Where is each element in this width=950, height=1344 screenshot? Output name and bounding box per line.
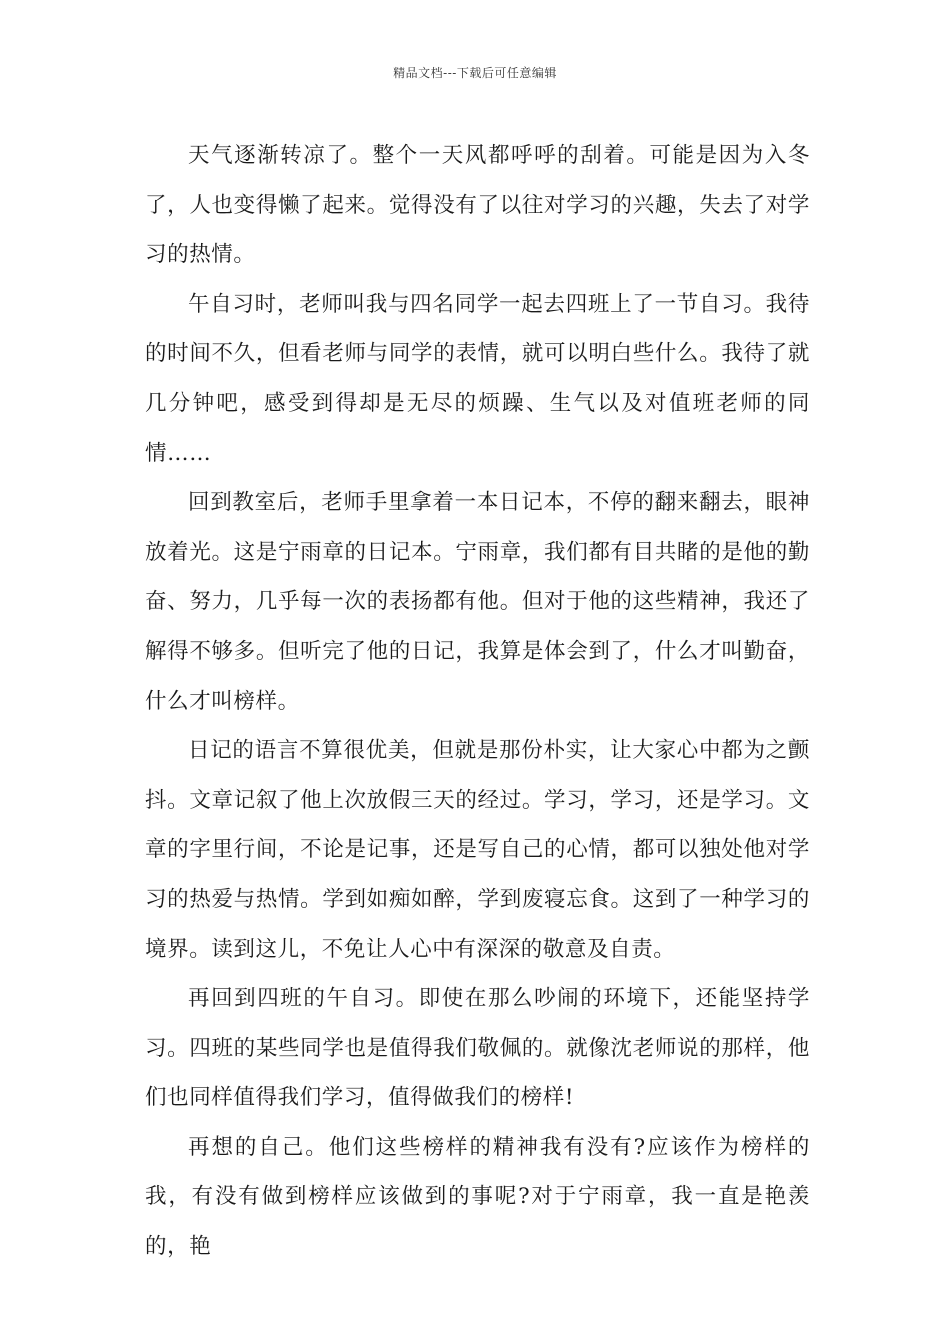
paragraph: 天气逐渐转凉了。整个一天风都呼呼的刮着。可能是因为入冬了，人也变得懒了起来。觉得没有了以往对学习的兴趣，失去了对学习的热情。: [145, 143, 810, 268]
paragraph: 日记的语言不算很优美，但就是那份朴实，让大家心中都为之颤抖。文章记叙了他上次放假三天的经过。学习，学习，还是学习。文章的字里行间，不论是记事，还是写自己的心情，都可以独处他对学习的热爱与热情。学到如痴如醉，学到废寝忘食。这到了一种学习的境界。读到这儿，不免让人心中有深深的敬意及自责。: [145, 738, 810, 962]
paragraph: 午自习时，老师叫我与四名同学一起去四班上了一节自习。我待的时间不久，但看老师与同学的表情，就可以明白些什么。我待了就几分钟吧，感受到得却是无尽的烦躁、生气以及对值班老师的同情……: [145, 291, 810, 466]
paragraph: 再回到四班的午自习。即使在那么吵闹的环境下，还能坚持学习。四班的某些同学也是值得我们敬佩的。就像沈老师说的那样，他们也同样值得我们学习，值得做我们的榜样!: [145, 986, 810, 1111]
paragraph: 回到教室后，老师手里拿着一本日记本，不停的翻来翻去，眼神放着光。这是宁雨章的日记本。宁雨章，我们都有目共睹的是他的勤奋、努力，几乎每一次的表扬都有他。但对于他的这些精神，我还了解得不够多。但听完了他的日记，我算是体会到了，什么才叫勤奋，什么才叫榜样。: [145, 490, 810, 714]
paragraph: 再想的自己。他们这些榜样的精神我有没有?应该作为榜样的我，有没有做到榜样应该做到的事呢?对于宁雨章，我一直是艳羡的，艳: [145, 1134, 810, 1260]
page-header: 精品文档---下载后可任意编辑: [393, 66, 557, 80]
document-body: [145, 131, 810, 1272]
